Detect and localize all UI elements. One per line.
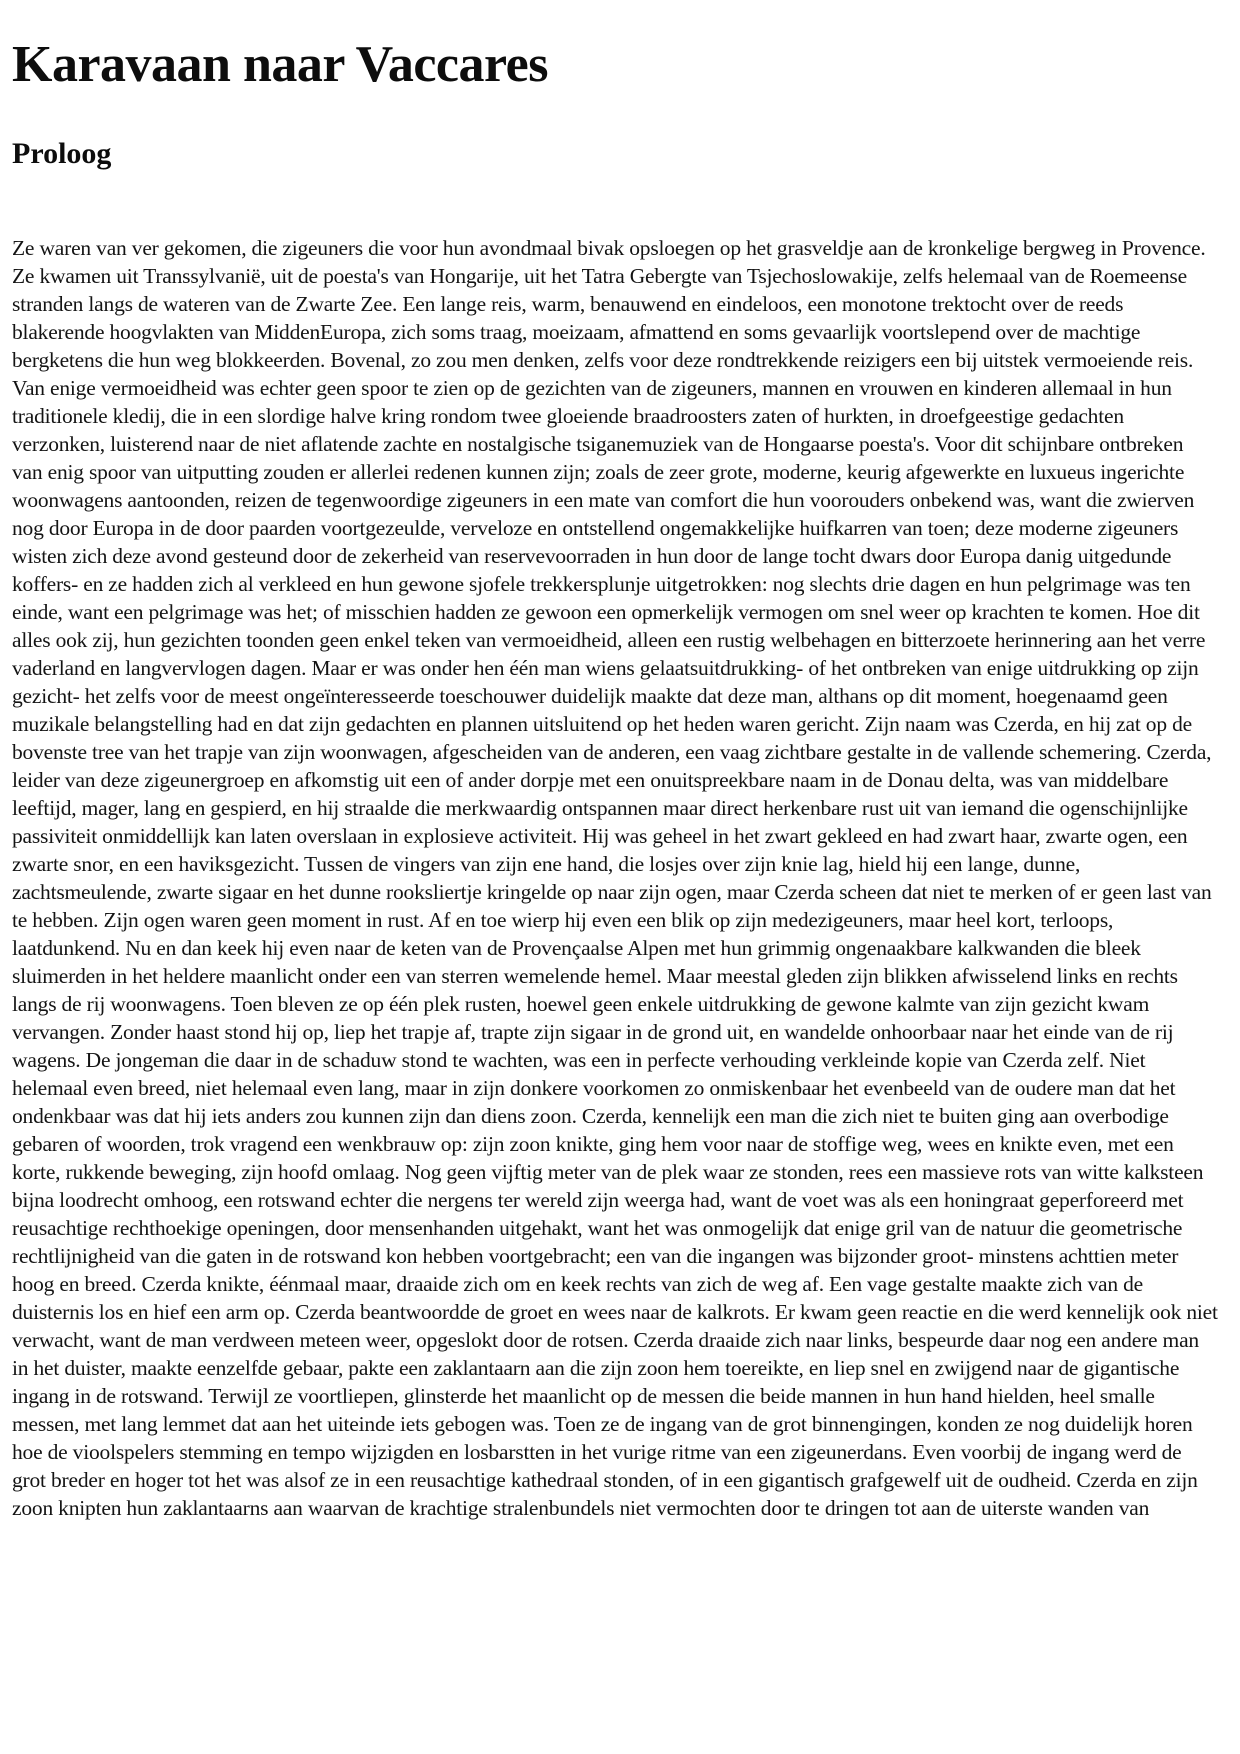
body-paragraph: Ze waren van ver gekomen, die zigeuners die voor hun avondmaal bivak opsloegen op het grasveldje aan de kronkelige bergweg in Provence. Ze kwamen uit Transsylvanië, uit de poesta's van Hongarije, uit het Tatra Gebergte van Tsjechoslowakije, zelfs helemaal van de Roemeense stranden langs de wateren van de Zwarte Zee. Een lange reis, warm, benauwend en eindeloos, een monotone trektocht over de reeds blakerende hoogvlakten van MiddenEuropa, zich soms traag, moeizaam, afmattend en soms gevaarlijk voortslepend over de machtige bergketens die hun weg blokkeerden. Bovenal, zo zou men denken, zelfs voor deze rondtrekkende reizigers een bij uitstek vermoeiende reis. Van enige vermoeidheid was echter geen spoor te zien op de gezichten van de zigeuners, mannen en vrouwen en kinderen allemaal in hun traditionele kledij, die in een slordige halve kring rondom twee gloeiende braadroosters zaten of hurkten, in droefgeestige gedachten verzonken, luisterend naar de niet aflatende zachte en nostalgische tsiganemuziek van de Hongaarse poesta's. Voor dit schijnbare ontbreken van enig spoor van uitputting zouden er allerlei redenen kunnen zijn; zoals de zeer grote, moderne, keurig afgewerkte en luxueus ingerichte woonwagens aantoonden, reizen de tegenwoordige zigeuners in een mate van comfort die hun voorouders onbekend was, want die zwierven nog door Europa in de door paarden voortgezeulde, verveloze en ontstellend ongemakkelijke huifkarren van toen; deze moderne zigeuners wisten zich deze avond gesteund door de zekerheid van reservevoorraden in hun door de lange tocht dwars door Europa danig uitgedunde koffers- en ze hadden zich al verkleed en hun gewone sjofele trekkersplunje uitgetrokken: nog slechts drie dagen en hun pelgrimage was ten einde, want een pelgrimage was het; of misschien hadden ze gewoon een opmerkelijk vermogen om snel weer op krachten te komen. Hoe dit alles ook zij, hun gezichten toonden geen enkel teken van vermoeidheid, alleen een rustig welbehagen en bitterzoete herinnering aan het verre vaderland en langvervlogen dagen. Maar er was onder hen één man wiens gelaatsuitdrukking- of het ontbreken van enige uitdrukking op zijn gezicht- het zelfs voor de meest ongeïnteresseerde toeschouwer duidelijk maakte dat deze man, althans op dit moment, hoegenaamd geen muzikale belangstelling had en dat zijn gedachten en plannen uitsluitend op het heden waren gericht. Zijn naam was Czerda, en hij zat op de bovenste tree van het trapje van zijn woonwagen, afgescheiden van de anderen, een vaag zichtbare gestalte in de vallende schemering. Czerda, leider van deze zigeunergroep en afkomstig uit een of ander dorpje met een onuitspreekbare naam in de Donau delta, was van middelbare leeftijd, mager, lang en gespierd, en hij straalde die merkwaardig ontspannen maar direct herkenbare rust uit van iemand die ogenschijnlijke passiviteit onmiddellijk kan laten overslaan in explosieve activiteit. Hij was geheel in het zwart gekleed en had zwart haar, zwarte ogen, een zwarte snor, en een haviksgezicht. Tussen de vingers van zijn ene hand, die losjes over zijn knie lag, hield hij een lange, dunne, zachtsmeulende, zwarte sigaar en het dunne rooksliertje kringelde op naar zijn ogen, maar Czerda scheen dat niet te merken of er geen last van te hebben. Zijn ogen waren geen moment in rust. Af en toe wierp hij even een blik op zijn medezigeuners, maar heel kort, terloops, laatdunkend. Nu en dan keek hij even naar de keten van de Provençaalse Alpen met hun grimmig ongenaakbare kalkwanden die bleek sluimerden in het heldere maanlicht onder een van sterren wemelende hemel. Maar meestal gleden zijn blikken afwisselend links en rechts langs de rij woonwagens. Toen bleven ze op één plek rusten, hoewel geen enkele uitdrukking de gewone kalmte van zijn gezicht kwam vervangen. Zonder haast stond hij op, liep het trapje af, trapte zijn sigaar in de grond uit, en wandelde onhoorbaar naar het einde van de rij wagens. De jongeman die daar in de schaduw stond te wachten, was een in perfecte verhouding verkleinde kopie van Czerda zelf. Niet helemaal even breed, niet helemaal even lang, maar in zijn donkere voorkomen zo onmiskenbaar het evenbeeld van de oudere man dat het ondenkbaar was dat hij iets anders zou kunnen zijn dan diens zoon. Czerda, kennelijk een man die zich niet te buiten ging aan overbodige gebaren of woorden, trok vragend een wenkbrauw op: zijn zoon knikte, ging hem voor naar de stoffige weg, wees en knikte even, met een korte, rukkende beweging, zijn hoofd omlaag. Nog geen vijftig meter van de plek waar ze stonden, rees een massieve rots van witte kalksteen bijna loodrecht omhoog, een rotswand echter die nergens ter wereld zijn weerga had, want de voet was als een honingraat geperforeerd met reusachtige rechthoekige openingen, door mensenhanden uitgehakt, want het was onmogelijk dat enige gril van de natuur die geometrische rechtlijnigheid van die gaten in de rotswand kon hebben voortgebracht; een van die ingangen was bijzonder groot- minstens achttien meter hoog en breed. Czerda knikte, éénmaal maar, draaide zich om en keek rechts van zich de weg af. Een vage gestalte maakte zich van de duisternis los en hief een arm op. Czerda beantwoordde de groet en wees naar de kalkrots. Er kwam geen reactie en die werd kennelijk ook niet verwacht, want de man verdween meteen weer, opgeslokt door de rotsen. Czerda draaide zich naar links, bespeurde daar nog een andere man in het duister, maakte eenzelfde gebaar, pakte een zaklantaarn aan die zijn zoon hem toereikte, en liep snel en zwijgend naar de gigantische ingang in de rotswand. Terwijl ze voortliepen, glinsterde het maanlicht op de messen die beide mannen in hun hand hielden, heel smalle messen, met lang lemmet dat aan het uiteinde iets gebogen was. Toen ze de ingang van de grot binnengingen, konden ze nog duidelijk horen hoe de vioolspelers stemming en tempo wijzigden en losbarstten in het vurige ritme van een zigeunerdans. Even voorbij de ingang werd de grot breder en hoger tot het was alsof ze in een reusachtige kathedraal stonden, of in een gigantisch grafgewelf uit de oudheid. Czerda en zijn zoon knipten hun zaklantaarns aan waarvan de krachtige stralenbundels niet vermochten door te dringen tot aan de uiterste wanden van — [12, 236, 1218, 1520]
section-heading: Proloog — [12, 137, 112, 170]
page-title: Karavaan naar Vaccares — [12, 36, 548, 93]
